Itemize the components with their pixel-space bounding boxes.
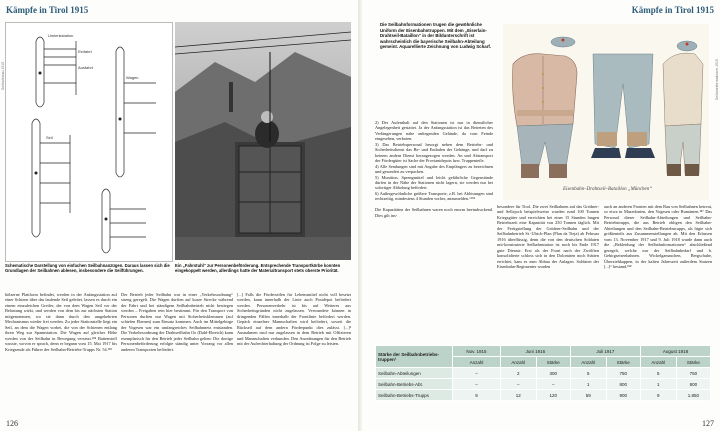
table-subhead: Stärke: [676, 357, 710, 368]
table-cell: 1.850: [676, 390, 710, 401]
diagram-label-einfahrt: Einfahrt: [78, 49, 92, 54]
cableway-diagram: [5, 22, 173, 262]
table-cell: 800: [676, 379, 710, 390]
diagram-label-ausfahrt: Ausfahrt: [78, 65, 93, 70]
cable-car-photo: [175, 22, 351, 260]
table-cell: 59: [570, 390, 606, 401]
table-cell: –: [500, 379, 536, 390]
cableway-diagram-drawing: [6, 23, 172, 261]
uniform-sketch-drawing: [503, 24, 709, 200]
left-text-column-2: Der Betrieb jeder Seilbahn war in einer „Verkehrsordnung“ streng geregelt. Die Wagen durften auf kurze Strecke während der Fahrt und bei ständigem Seilbahnbetrieb nicht bestiegen werden – Freigaben rein hier bestimmt. Für den Transport von Personen durften nur Wagen mit Sicherheitsklemmen (auf schiefen Ebenen) zum Einsatz kommen. Auch im Mittelgebirge der Vogesen war ein umfangreiches Seilbahnnetz entstanden. Die Verkehrsordnung der Drahtseilbahn Oo (Dahl-Ebreich) kann exemplarisch für den Betrieb jeder Seilbahn gelten: Die dortige Personenbeförderung erfolgte ständig unter Vorrang vor allen anderen Transporten befördert.: [121, 292, 233, 352]
cable-car-photo-drawing: [175, 22, 351, 260]
left-folio: 126: [6, 419, 18, 428]
table-cell: 750: [606, 368, 640, 379]
table-row-label: Seilbahn-Betriebs-Abt.: [376, 379, 453, 390]
table-subhead: Anzahl: [453, 357, 501, 368]
photo-caption: Ein „Fahrstuhl“ zur Personenbeförderung. Entsprechende Transportkörbe konnten eingekoppelt werden, allerdings hatte der Materialtransport stets oberste Priorität.: [175, 263, 341, 274]
strength-table: [375, 345, 711, 401]
table-cell: –: [453, 368, 501, 379]
table-period: Juni 1916: [500, 346, 570, 357]
table-period: Juli 1917: [570, 346, 640, 357]
table-cell: 300: [536, 368, 570, 379]
uniform-caption: Die Seilbahnformationen trugen die gewöhnliche Uniform der Eisenbahntruppen. Mit dem „Eiserlain-Drahtseil-Bataillon“ in der Bildunterschrift ist wahrscheinlich die bayerische Seilbahn-Abteilung gemeint. Aquarellierte Zeichnung von Ludwig Scharf.: [380, 22, 492, 50]
table-subhead: Stärke: [606, 357, 640, 368]
left-page: [0, 0, 359, 431]
diagram-caption: Schematische Darstellung von einfachen Seilbahnanzügen. Daraus lassen sich die Grundlagen der Seilbahnen ablesen, insbesondere die Seilführungen.: [5, 263, 170, 274]
uniform-watercolor-sketch: [503, 24, 709, 200]
diagram-label-umlenkstation: Umlenkstation: [48, 33, 74, 38]
table-cell: 1: [570, 379, 606, 390]
table-cell: 750: [676, 368, 710, 379]
left-side-text: Seilbahnbau 1915: [1, 61, 5, 90]
table-row: [376, 368, 711, 379]
table-row-label: Seilbahn-Betriebs-Trupps: [376, 390, 453, 401]
sketch-inscription: Eisenbahn–Drahtseil–Bataillon „München“: [563, 187, 653, 192]
table-cell: 5: [640, 368, 676, 379]
left-text-column-3: [...] Falls die Förderseilen für Lebensmittel nicht voll besetzt werden, kann innerhalb der Linie auch Postdepot befördert werden. Personenverkehr ist bis auf Weiteres aus Sicherheitsgründen nicht zugelassen. Verwundete können in dringenden Fällen innerhalb der Frontlinie befördert werden. Gepäck einzelner Mannschaften wird befördert, soweit die Rückseil auf dem andern Förderpunkt dies zulässt. [...]² Ausnahmen sind nur zugelassen in dem Betrieb mit Offizieren und Mannschaften verbunden. Den Anordnungen für den Betrieb mit der Aufrechterhaltung der Ordnung ist Folge zu leisten.: [237, 292, 351, 347]
right-side-text: Seilbahnformationen 1915: [715, 59, 719, 100]
left-running-head: Kämpfe in Tirol 1915: [6, 5, 89, 15]
right-list-column: 2) Der Aufenthalt auf den Stationen ist nur in dienstlicher Angelegenheit gestattet. Ja der Anfangsstation ist das Betreten des Verlängerungen nahe anliegenden Gelände, da vom Feinde eingesehen, verboten. 3) Das Betriebspersonal besorgt neben dem Betriebs- und Sicherheitsdienst das Be- und Entladen der Gehänge, und darf zu keinem andern Dienst herangezogen werden. An und Abtransport der Fördergüter ist Sache der Proviantdepots bzw. Truppenteile. 4) Alle Sendungen sind mit Angabe des Empfängers zu bezeichnen und gesondert zu verpacken. 5) Munition, Sprengmittel und leicht gefährliche Gegenstände dürfen in der Nähe der Stationen nicht lagern, sie werden nur bei sofortiger Abholung befördert. 6) Außergewöhnliche größere Transporte, z.B. bei Ablösungen sind rechtzeitig, mindestens 4 Stunden vorher, anzumelden.“¹⁸⁶ Die Kapazitäten der Seilbahnen waren noch enorm beeindruckend. Dies gilt ins-: [375, 120, 493, 218]
table-cell: 1: [640, 379, 676, 390]
table-cell: 9: [640, 390, 676, 401]
table-cell: 5: [570, 368, 606, 379]
diagram-label-wagen: Wagen: [126, 75, 139, 80]
table-cell: 120: [536, 390, 570, 401]
table-cell: 2: [500, 368, 536, 379]
table-cell: 800: [606, 379, 640, 390]
table-cell: 12: [500, 390, 536, 401]
table-subhead: Anzahl: [570, 357, 606, 368]
table-corner-label: Stärke der Seilbahnbetriebs-truppen¹: [376, 346, 453, 368]
diagram-label-seil: Seil: [46, 135, 53, 140]
table-row: [376, 379, 711, 390]
right-text-column-middle: besondere für Tirol. Die zwei Seilbahnen auf das Grödner- und Sellajoch beispielsweise wurden rund 100 Tonnen Kriegsgüter und erreichten bei einer 15 Stunden langen Betriebszeit eine Kapazität von 250 Tonnen täglich. Mit der Fertigstellung der Grödner-Seilbahn und der Seilbahnbetrieb St.-Ulrich-Plan (Plan da Tieja) ab Februar 1916 überflüssig, denn die von den deutschen Soldaten mit-konstruierte Seilbahnstation ist noch bis Ende 1917 gute Dienste. Erst als der Front nach der Zwölften konsolidierte schloss sich in den Dolomiten noch Stätten errichtet, kam es zum Abbau der Anlagen. Soldaten der Eisenbahn-Regimenter wurden: [497, 204, 599, 269]
table-cell: –: [453, 379, 501, 390]
table-subhead: Anzahl: [500, 357, 536, 368]
left-text-column-1: hölzerne Plattform befindet, werden in der Anfangsstation auf einer Schiene über das laufende Seil geleitet, lassen es durch ein einem einzuleichen Greifer, der von dem Wagen Seil vor der Belastung wirkt, und werden von dem bis zur nächsten Station mitgenommen, wo sie dann durch den umgekehrten Mechanismus wieder frei werden. Zu jeder Stationstelle liegt ein Seil, an dem die Wagen vorbei, die von der Schienen entlang ihren Weg zur Spannstation. Die Wagen auf gleicher Höhe werden von der Seilbahn in Bewegung versetzt.¹⁸⁴ Battenstoff wusste, wovon er sprach, denn er begann vom 15. Mai 1917 bis Kriegsende als Führer der Seilbahn-Betriebs-Trupps Nr. 54.¹⁸⁵: [5, 292, 117, 352]
right-running-head: Kämpfe in Tirol 1915: [631, 5, 714, 15]
table-cell: 900: [606, 390, 640, 401]
table-cell: –: [536, 379, 570, 390]
table-period: August 1918: [640, 346, 710, 357]
table-row-label: Seilbahn-Abteilungen: [376, 368, 453, 379]
right-folio: 127: [702, 419, 714, 428]
table-row: [376, 390, 711, 401]
table-cell: 9: [453, 390, 501, 401]
right-text-column-right: auch an anderen Fronten mit dem Bau von Seilbahnen betreut, so etwa in Mazedonien, den Vogesen oder Rumänien.¹⁸⁷ Das Personal dieser Seilbahn-Abteilungen und Seilbahn-Betriebstrupps, die aus Betrieb obligen den Seilbahn-Abteilungen und den Seilbahn-Betriebstrupps, als fügte sich größtenteils aus Zusammenstellungen ab. Mit den Erlassen vom 13. November 1917 und 9. Juli 1918 wurde dann auch die „Bekleidung der Seilbahnformationen“ abschließend geregelt, welche nur der Seilbahnbedarf und b. Gebirgseisenbahnen. Wickelgamaschen, Bergschuhe, Überziehkappen, in der kalten Jahreszeit außerdem Stutzen [...]“ bestand.¹⁸⁸: [604, 204, 712, 269]
table-subhead: Stärke: [536, 357, 570, 368]
table-period: Nov. 1915: [453, 346, 501, 357]
table-subhead: Anzahl: [640, 357, 676, 368]
